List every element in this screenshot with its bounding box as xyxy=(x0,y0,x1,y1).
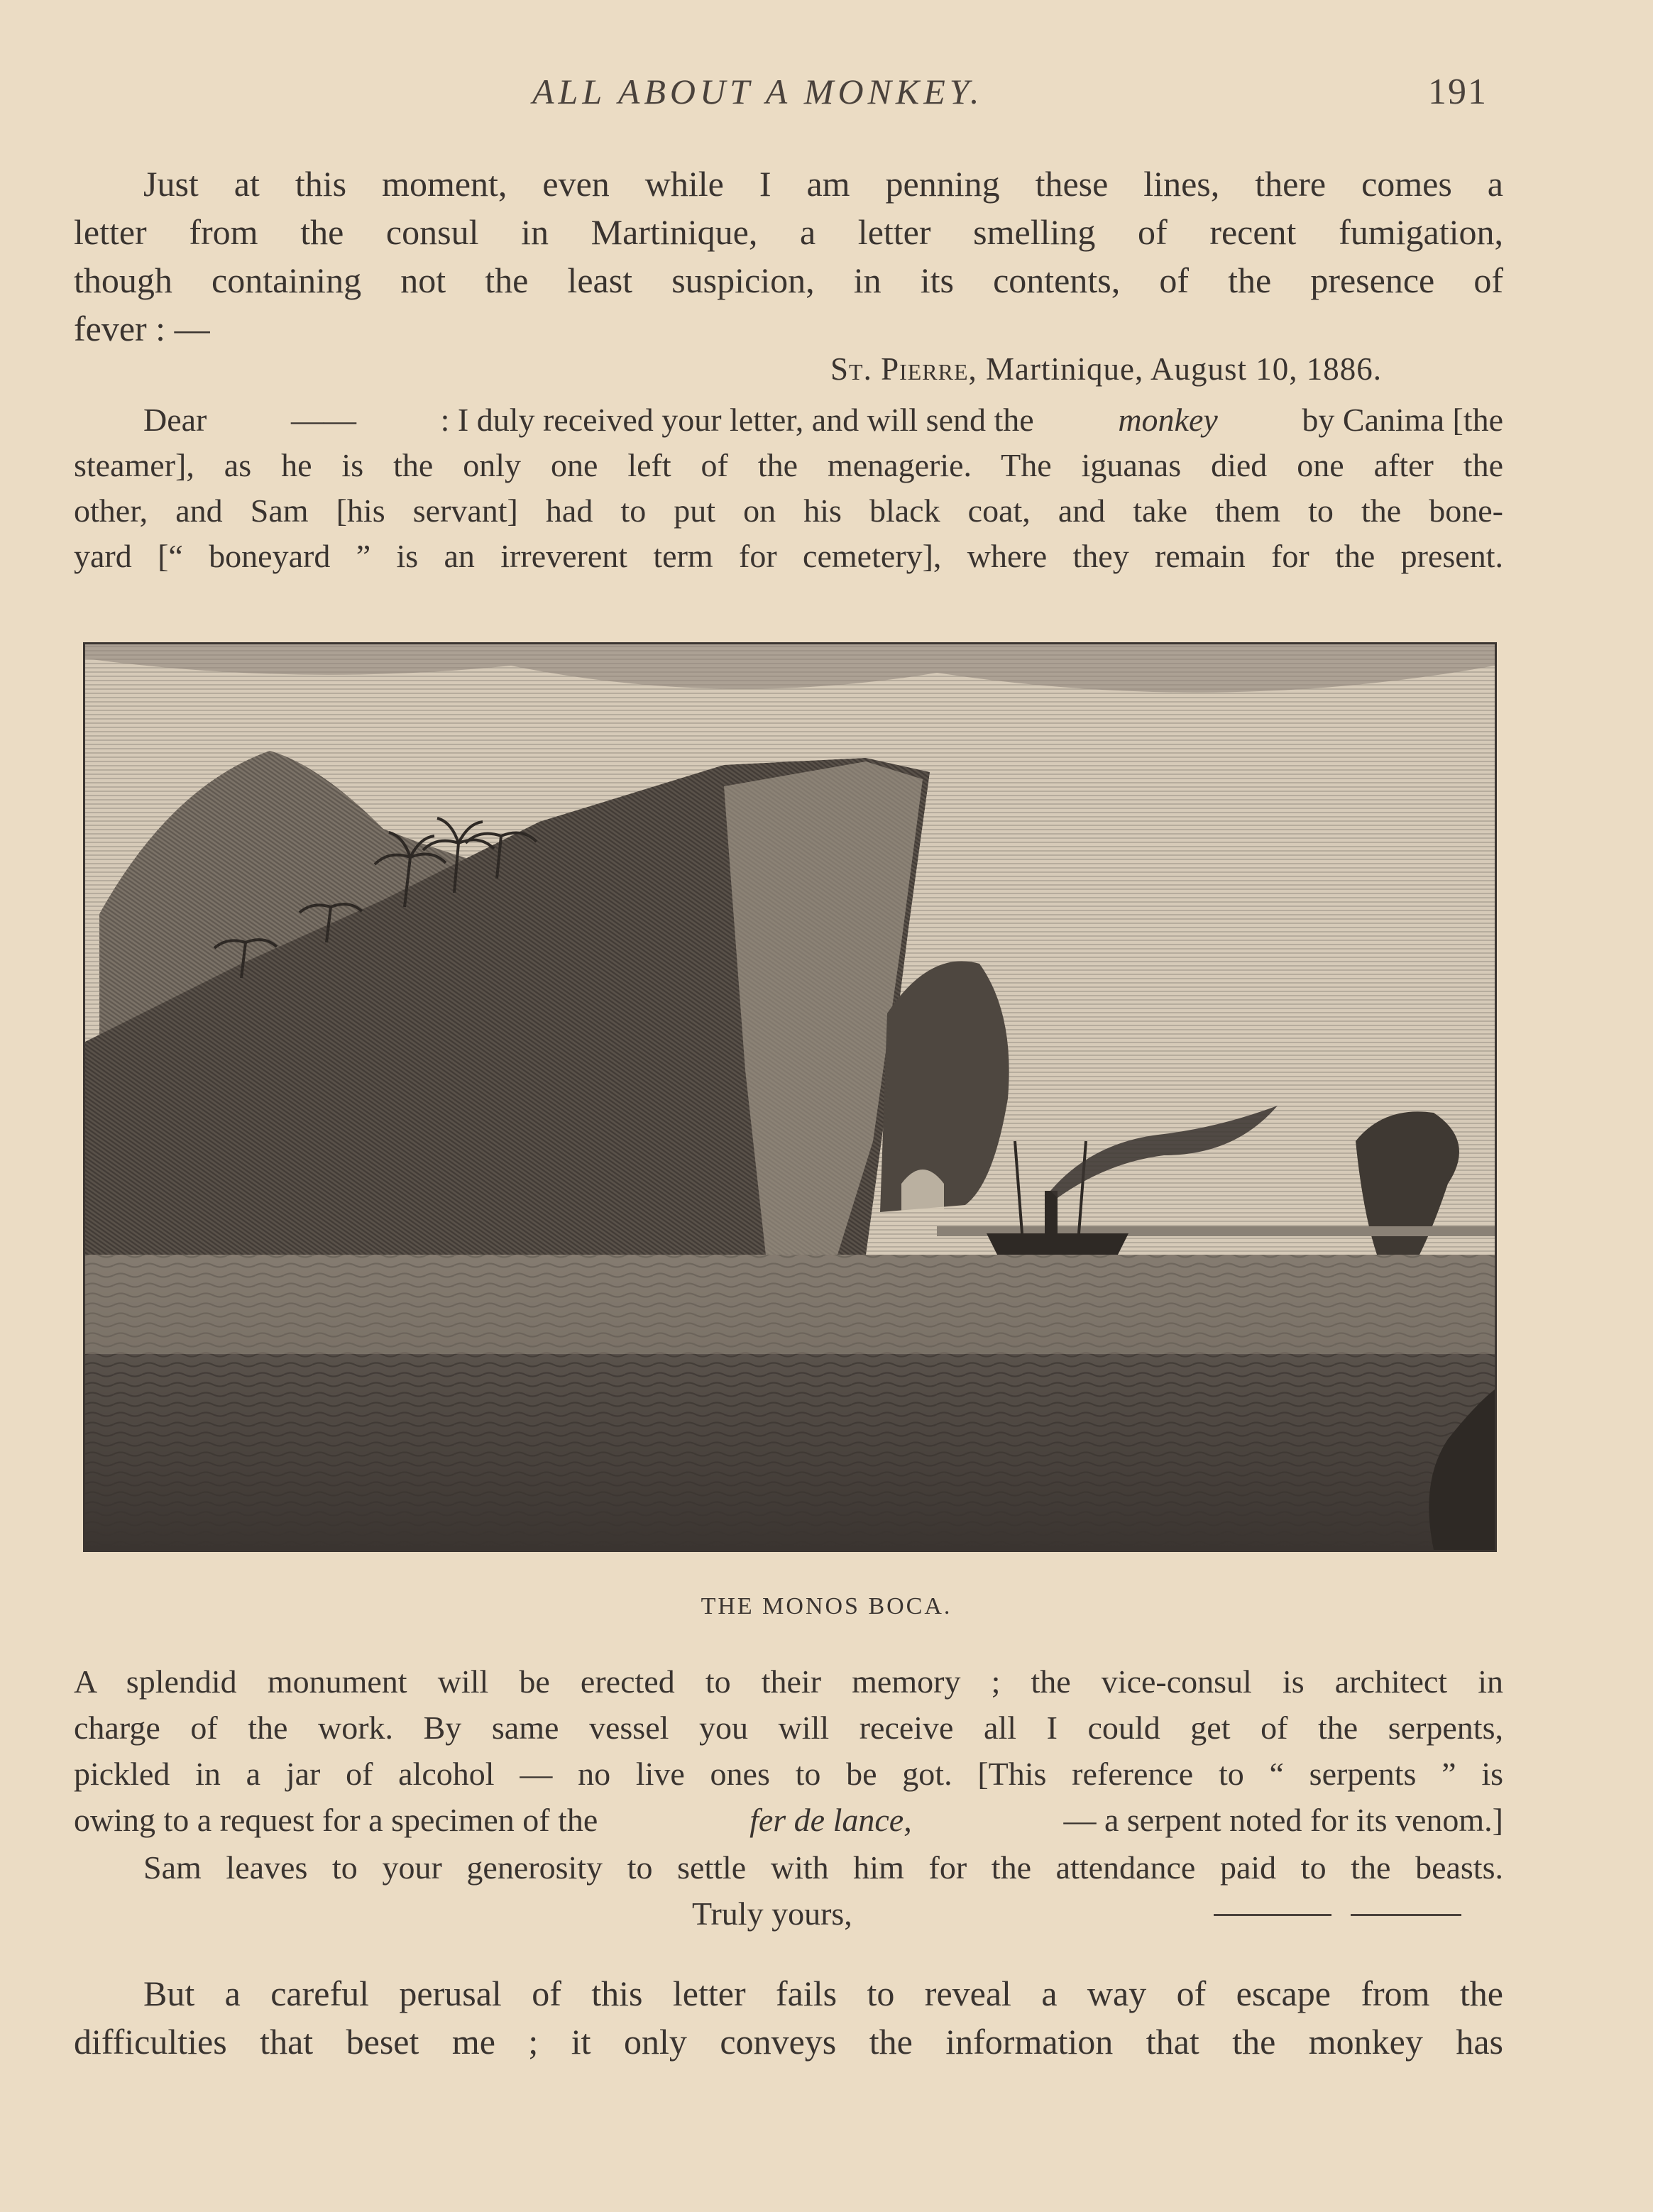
letter-line xyxy=(74,1801,1503,1839)
intro-paragraph xyxy=(74,163,1503,362)
signature-dash-right xyxy=(1351,1914,1461,1916)
closing-line: But a careful perusal of this letter fails to reveal a way of escape from the xyxy=(143,1974,1503,2013)
letter-opening xyxy=(74,401,1503,593)
letter-line: yard [“ boneyard ” is an irreverent term for cemetery], where they remain for the present. xyxy=(74,538,1503,574)
letter-line: other, and Sam [his servant] had to put on his black coat, and take them to the bone- xyxy=(74,493,1503,529)
dateline-place: St. Pierre, xyxy=(830,351,977,387)
intro-line: Just at this moment, even while I am penning these lines, there comes a xyxy=(143,164,1503,204)
letter-continuation xyxy=(74,1663,1503,1854)
intro-line: fever : — xyxy=(74,309,210,348)
letter-line: steamer], as he is the only one left of the menagerie. The iguanas died one after the xyxy=(74,447,1503,483)
illustration-caption: THE MONOS BOCA. xyxy=(701,1593,952,1619)
continuation-text: owing to a request for a specimen of the xyxy=(74,1802,598,1838)
letter-line xyxy=(143,401,1503,439)
opening-text: : I duly received your letter, and will send the xyxy=(440,402,1034,438)
letter-line: charge of the work. By same vessel you will receive all I could get of the serpents, xyxy=(74,1710,1503,1746)
dateline-rest: Martinique, August 10, 1886. xyxy=(986,351,1383,387)
sam-line: Sam leaves to your generosity to settle with him for the attendance paid to the beasts. xyxy=(143,1849,1503,1886)
fer-de-lance: fer de lance, xyxy=(749,1802,912,1838)
closing-paragraph xyxy=(74,1973,1503,2079)
intro-line: letter from the consul in Martinique, a letter smelling of recent fumigation, xyxy=(74,212,1503,252)
signature-dash-left xyxy=(1214,1914,1331,1916)
continuation-text-end: — a serpent noted for its venom.] xyxy=(1063,1802,1503,1838)
opening-text-end: by Canima [the xyxy=(1302,402,1503,438)
letter-line: pickled in a jar of alcohol — no live ones to be got. [This reference to “ serpents ” is xyxy=(74,1756,1503,1792)
letter-line: A splendid monument will be erected to their memory ; the vice-consul is architect in xyxy=(74,1663,1503,1700)
recipient-dash: —— xyxy=(290,402,356,438)
running-title: ALL ABOUT A MONKEY. xyxy=(532,72,984,111)
engraving-svg xyxy=(85,644,1495,1550)
closing-line: difficulties that beset me ; it only conveys the information that the monkey has xyxy=(74,2022,1503,2062)
salutation: Dear xyxy=(143,402,207,438)
monkey-word: monkey xyxy=(1118,402,1218,438)
letter-dateline xyxy=(830,351,1382,387)
signoff: Truly yours, xyxy=(692,1895,852,1932)
intro-line: though containing not the least suspicion, in its contents, of the presence of xyxy=(74,260,1503,300)
engraving-illustration xyxy=(83,642,1497,1552)
running-head xyxy=(0,71,1653,121)
page-number: 191 xyxy=(1428,72,1488,112)
